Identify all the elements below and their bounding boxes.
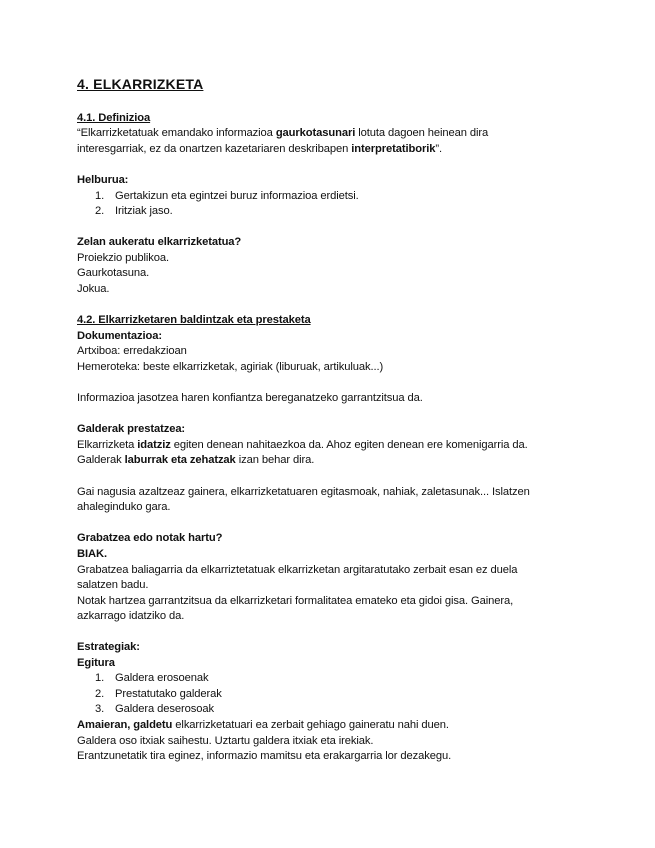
list-text: Gertakizun eta egintzei buruz informazioa erdietsi. [115, 190, 359, 202]
list-text: Galdera deserosoak [115, 703, 214, 715]
list-text: Prestatutako galderak [115, 688, 222, 700]
heading-grabatzea: Grabatzea edo notak hartu? [77, 532, 223, 544]
paragraph-line: Notak hartzea garrantzitsua da elkarrizketari formalitatea emateko eta gidoi gisa. Gainera, [77, 595, 514, 607]
answer-text: BIAK. [77, 548, 107, 560]
document-title: 4. ELKARRIZKETA [77, 76, 204, 92]
list-text: Galdera erosoenak [115, 672, 209, 684]
list-number: 1. [95, 190, 105, 202]
text-run: elkarrizketatuari ea zerbait gehiago gaineratu nahi duen. [172, 719, 449, 731]
paragraph-line [77, 718, 449, 733]
paragraph-line: Gaurkotasuna. [77, 267, 150, 279]
text-run: izan behar dira. [235, 454, 315, 466]
paragraph-line: Hemeroteka: beste elkarrizketak, agiriak (liburuak, artikuluak...) [77, 361, 384, 373]
heading-helburua: Helburua: [77, 174, 129, 186]
bold-text: gaurkotasunari [275, 127, 356, 139]
bold-text: Amaieran, galdetu [77, 719, 173, 731]
text-run: Elkarrizketa [77, 439, 138, 451]
paragraph-line [77, 453, 314, 468]
paragraph-line: Erantzunetatik tira eginez, informazio mamitsu eta erakargarria lor dezakegu. [77, 750, 452, 762]
heading-estrategiak: Estrategiak: [77, 641, 140, 653]
bold-text: laburrak eta zehatzak [124, 454, 236, 466]
subheading-egitura: Egitura [77, 657, 115, 669]
paragraph-line: salatzen badu. [77, 579, 149, 591]
paragraph-line [77, 438, 528, 453]
paragraph-line: Grabatzea baliagarria da elkarriztetatuak elkarrizketan argitaratutako zerbait esan ez duela [77, 564, 518, 576]
text-run: Galderak [77, 454, 125, 466]
list-number: 2. [95, 205, 105, 217]
heading-zelan: Zelan aukeratu elkarrizketatua? [77, 236, 242, 248]
paragraph-line [77, 142, 442, 157]
list-number: 2. [95, 688, 105, 700]
paragraph-line: Proiekzio publikoa. [77, 252, 170, 264]
list-number: 1. [95, 672, 105, 684]
paragraph-line: Jokua. [77, 283, 110, 295]
paragraph-line: Informazioa jasotzea haren konfiantza bereganatzeko garrantzitsua da. [77, 392, 423, 404]
bold-text: interpretatiborik [351, 143, 436, 155]
paragraph-line [77, 126, 488, 141]
list-text: Iritziak jaso. [115, 205, 173, 217]
text-run: ”. [435, 143, 442, 155]
list-item [95, 189, 359, 204]
paragraph-line: Galdera oso itxiak saihestu. Uztartu galdera itxiak eta irekiak. [77, 735, 374, 747]
text-run: lotuta dagoen heinean dira [355, 127, 489, 139]
list-item [95, 687, 222, 702]
paragraph-line: Gai nagusia azaltzeaz gainera, elkarrizketatuaren egitasmoak, nahiak, zaletasunak... Islatzen [77, 486, 530, 498]
heading-galderak: Galderak prestatzea: [77, 423, 186, 435]
section-heading-baldintzak: 4.2. Elkarrizketaren baldintzak eta prestaketa [77, 314, 311, 326]
paragraph-line: azkarrago idatziko da. [77, 610, 185, 622]
text-run: egiten denean nahitaezkoa da. Ahoz egiten denean ere komenigarria da. [170, 439, 528, 451]
section-heading-definizioa: 4.1. Definizioa [77, 112, 151, 124]
list-number: 3. [95, 703, 105, 715]
paragraph-line: Artxiboa: erredakzioan [77, 345, 187, 357]
heading-dokumentazioa: Dokumentazioa: [77, 330, 163, 342]
text-run: interesgarriak, ez da onartzen kazetariaren deskribapen [77, 143, 352, 155]
list-item [95, 671, 208, 686]
paragraph-line: ahalegindukо gara. [77, 501, 171, 513]
list-item [95, 702, 214, 717]
bold-text: idatziz [137, 439, 171, 451]
text-run: “Elkarrizketatuak emandako informazioa [77, 127, 276, 139]
list-item [95, 204, 173, 219]
